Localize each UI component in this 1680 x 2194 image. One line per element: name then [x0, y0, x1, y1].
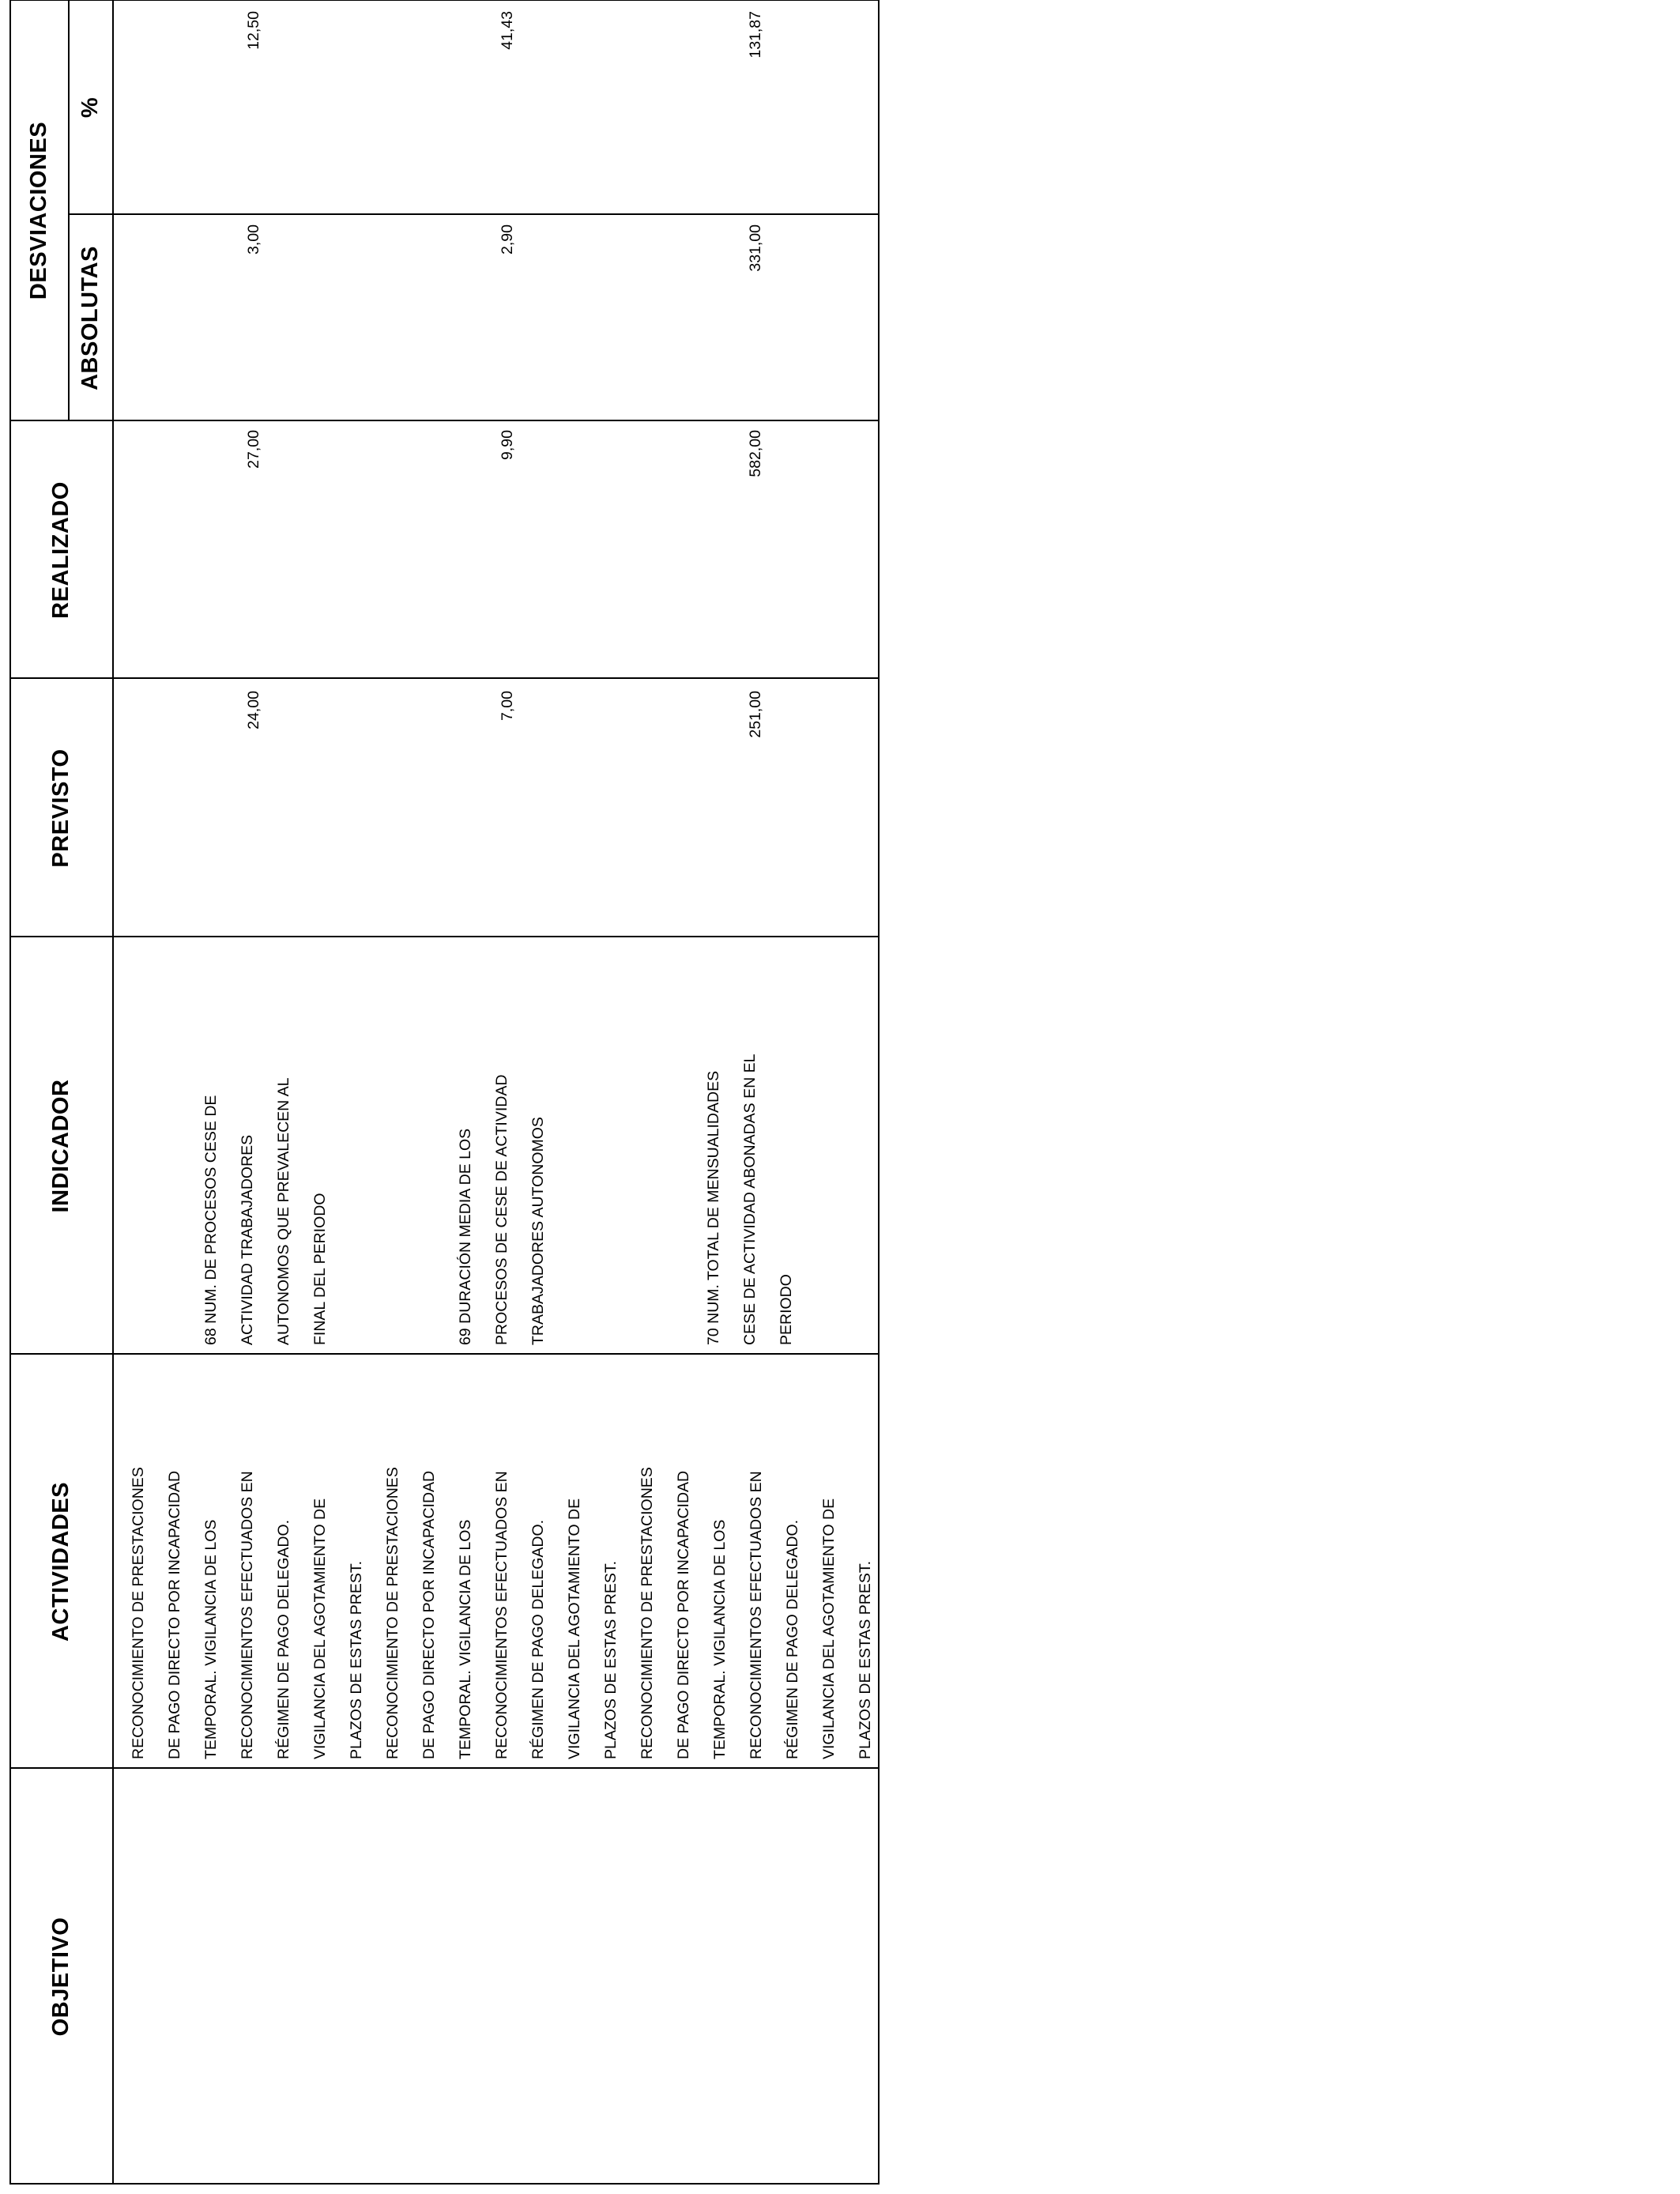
header-indicador: INDICADOR — [47, 1079, 73, 1213]
col-sep-4 — [9, 677, 880, 679]
previsto-value: 24,00 — [245, 691, 262, 729]
absolutas-value: 2,90 — [499, 224, 516, 254]
actividad-line: PLAZOS DE ESTAS PREST. — [602, 1560, 620, 1759]
actividades-cell — [120, 1356, 883, 1759]
col-sep-3 — [9, 936, 880, 937]
realizado-value: 27,00 — [245, 430, 262, 469]
indicador-line: 68 NUM. DE PROCESOS CESE DE — [202, 1095, 220, 1345]
border-right — [9, 0, 880, 1]
indicador-line: 69 DURACIÓN MEDIA DE LOS — [457, 1128, 474, 1345]
actividad-line: RECONOCIMIENTOS EFECTUADOS EN — [493, 1471, 510, 1759]
indicador-69 — [447, 942, 556, 1345]
actividad-line: VIGILANCIA DEL AGOTAMIENTO DE — [311, 1498, 329, 1759]
actividad-line: DE PAGO DIRECTO POR INCAPACIDAD — [420, 1470, 438, 1759]
indicador-line: FINAL DEL PERIODO — [311, 1193, 329, 1345]
header-actividades: ACTIVIDADES — [47, 1481, 73, 1642]
header-previsto: PREVISTO — [47, 748, 73, 868]
col-sep-2 — [9, 1353, 880, 1355]
actividad-line: RECONOCIMIENTO DE PRESTACIONES — [130, 1467, 147, 1759]
realizado-value: 582,00 — [747, 430, 764, 477]
actividad-line: VIGILANCIA DEL AGOTAMIENTO DE — [820, 1498, 838, 1759]
col-sep-1 — [9, 1767, 880, 1769]
header-porcentaje: % — [77, 96, 103, 119]
porcentaje-value: 12,50 — [245, 11, 262, 50]
actividad-line: VIGILANCIA DEL AGOTAMIENTO DE — [566, 1498, 583, 1759]
indicador-line: ACTIVIDAD TRABAJADORES — [239, 1134, 256, 1345]
indicador-70 — [695, 942, 804, 1345]
header-realizado: REALIZADO — [47, 481, 73, 619]
header-desviaciones: DESVIACIONES — [25, 121, 51, 300]
actividad-line: DE PAGO DIRECTO POR INCAPACIDAD — [166, 1470, 183, 1759]
absolutas-value: 331,00 — [747, 224, 764, 272]
previsto-value: 7,00 — [499, 691, 516, 721]
actividad-line: DE PAGO DIRECTO POR INCAPACIDAD — [675, 1470, 692, 1759]
indicador-line: PROCESOS DE CESE DE ACTIVIDAD — [493, 1074, 510, 1345]
porcentaje-value: 131,87 — [747, 11, 764, 58]
actividad-line: RECONOCIMIENTOS EFECTUADOS EN — [748, 1471, 765, 1759]
actividad-line: TEMPORAL. VIGILANCIA DE LOS — [457, 1519, 474, 1759]
indicador-line: CESE DE ACTIVIDAD ABONADAS EN EL — [741, 1054, 759, 1345]
actividad-line: RÉGIMEN DE PAGO DELEGADO. — [784, 1519, 801, 1759]
actividad-line: RÉGIMEN DE PAGO DELEGADO. — [529, 1519, 547, 1759]
actividad-line: RÉGIMEN DE PAGO DELEGADO. — [275, 1519, 292, 1759]
actividad-line: TEMPORAL. VIGILANCIA DE LOS — [202, 1519, 220, 1759]
header-absolutas: ABSOLUTAS — [77, 246, 103, 390]
border-bottom — [878, 0, 880, 2185]
actividad-line: PLAZOS DE ESTAS PREST. — [348, 1560, 365, 1759]
header-objetivo: OBJETIVO — [47, 1917, 73, 2037]
absolutas-value: 3,00 — [245, 224, 262, 254]
actividad-line: TEMPORAL. VIGILANCIA DE LOS — [711, 1519, 729, 1759]
col-sep-5 — [9, 420, 880, 421]
actividad-line: PLAZOS DE ESTAS PREST. — [857, 1560, 874, 1759]
header-divider — [112, 0, 114, 2185]
border-left — [9, 2183, 880, 2185]
indicador-line: 70 NUM. TOTAL DE MENSUALIDADES — [705, 1070, 722, 1345]
indicador-line: PERIODO — [778, 1274, 795, 1345]
actividad-line: RECONOCIMIENTO DE PRESTACIONES — [384, 1467, 401, 1759]
porcentaje-value: 41,43 — [499, 11, 516, 50]
indicador-68 — [193, 942, 338, 1345]
actividad-line: RECONOCIMIENTO DE PRESTACIONES — [638, 1467, 656, 1759]
realizado-value: 9,90 — [499, 430, 516, 460]
previsto-value: 251,00 — [747, 691, 764, 738]
indicador-line: AUTONOMOS QUE PREVALECEN AL — [275, 1077, 292, 1345]
indicador-line: TRABAJADORES AUTONOMOS — [529, 1117, 547, 1345]
desviaciones-sub-sep — [68, 213, 880, 215]
actividad-line: RECONOCIMIENTOS EFECTUADOS EN — [239, 1471, 256, 1759]
